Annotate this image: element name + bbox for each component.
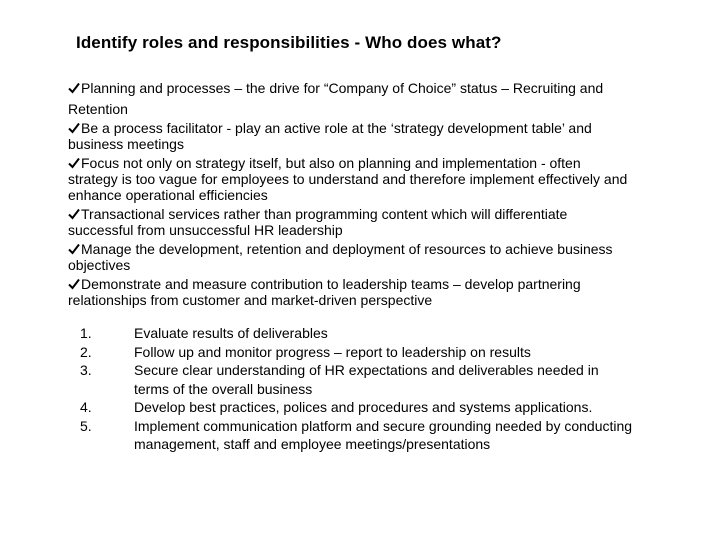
bullet-item xyxy=(68,155,628,203)
numbered-list xyxy=(76,324,636,454)
item-number: 1. xyxy=(80,325,92,341)
item-number: 5. xyxy=(80,417,92,434)
item-text: Follow up and monitor progress – report to leadership on results xyxy=(134,343,531,360)
bullet-text: Planning and processes – the drive for “Company of Choice” status – Recruiting and Retention xyxy=(68,80,604,117)
bullet-text: Manage the development, retention and deployment of resources to achieve business objectives xyxy=(68,241,613,273)
item-text: Implement communication platform and secure grounding needed by conducting management, staff and employee meetings/presentations xyxy=(134,417,633,452)
bullet-item xyxy=(68,120,628,152)
numbered-item xyxy=(76,324,636,343)
checkmark-icon xyxy=(68,82,80,94)
numbered-item xyxy=(76,361,636,398)
item-text: Develop best practices, polices and procedures and systems applications. xyxy=(134,399,593,415)
numbered-item xyxy=(76,417,636,454)
item-number: 2. xyxy=(80,343,92,360)
bullet-text: Focus not only on strategy itself, but also on planning and implementation - often strategy is too vague for employees to understand and therefore implement effectively and enhance operational efficiencies xyxy=(68,155,628,203)
checkmark-bullet-list xyxy=(68,78,628,311)
bullet-item xyxy=(68,206,628,238)
numbered-item xyxy=(76,398,636,417)
bullet-item xyxy=(68,241,628,273)
checkmark-icon xyxy=(68,208,80,220)
bullet-text: Be a process facilitator - play an active role at the ‘strategy development table’ and business meetings xyxy=(68,120,592,152)
bullet-text: Transactional services rather than programming content which will differentiate successful from unsuccessful HR leadership xyxy=(68,206,568,238)
bullet-text: Demonstrate and measure contribution to leadership teams – develop partnering relationships from customer and market-driven perspective xyxy=(68,276,581,308)
item-text: Secure clear understanding of HR expectations and deliverables needed in terms of the overall business xyxy=(134,362,599,397)
checkmark-icon xyxy=(68,122,80,134)
bullet-item xyxy=(68,78,628,120)
item-number: 4. xyxy=(80,399,92,415)
bullet-item xyxy=(68,276,628,308)
checkmark-icon xyxy=(68,278,80,290)
numbered-item xyxy=(76,343,636,362)
checkmark-icon xyxy=(68,243,80,255)
item-number: 3. xyxy=(80,362,92,378)
slide-title: Identify roles and responsibilities - Who does what? xyxy=(76,33,502,52)
checkmark-icon xyxy=(68,157,80,169)
item-text: Evaluate results of deliverables xyxy=(134,325,328,341)
